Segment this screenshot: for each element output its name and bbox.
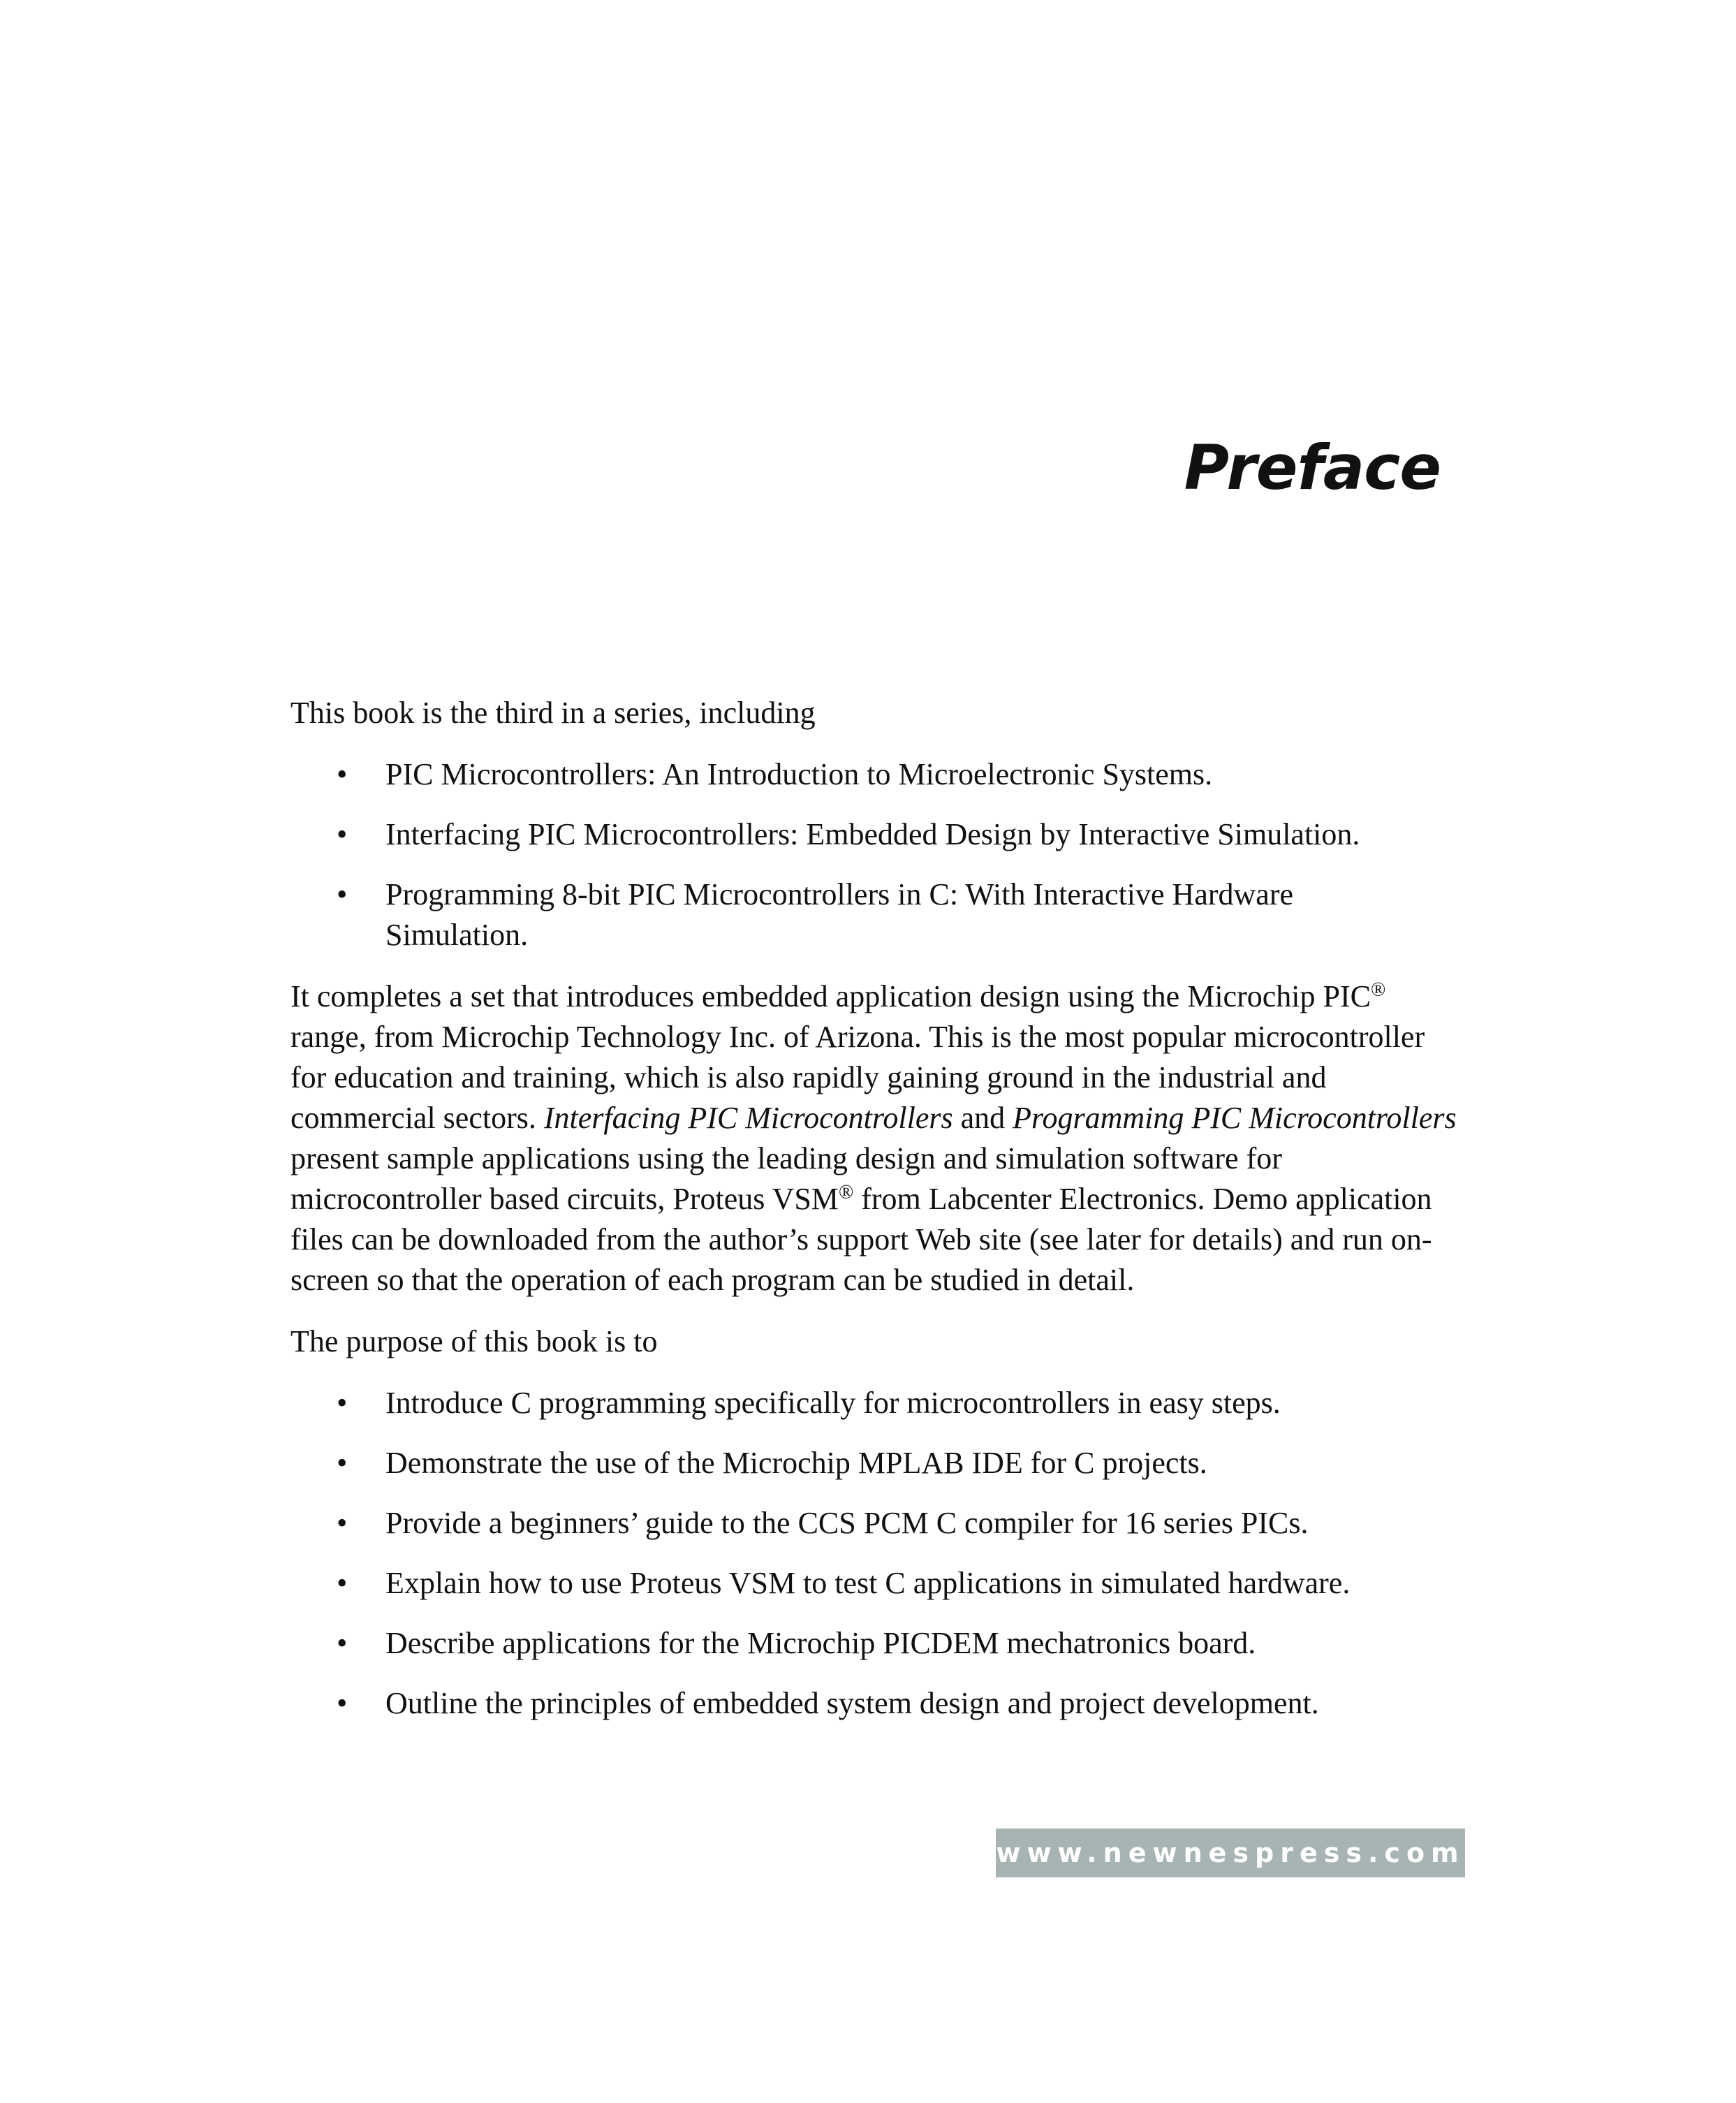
bullet-icon: • <box>337 1626 348 1660</box>
series-book-list <box>290 754 1464 955</box>
bullet-icon: • <box>337 877 348 911</box>
chapter-title: Preface <box>1184 432 1441 504</box>
list-item <box>290 1503 1464 1544</box>
registered-mark: ® <box>838 1181 854 1203</box>
book-title-italic: Interfacing PIC Microcontrollers <box>543 1101 953 1135</box>
list-item <box>290 1623 1464 1664</box>
description-paragraph <box>290 976 1464 1300</box>
registered-mark: ® <box>1370 979 1386 1001</box>
list-item <box>290 1383 1464 1423</box>
paragraph-text: It completes a set that introduces embedded application design using the Microchip PIC <box>290 979 1371 1013</box>
book-title-italic: Programming PIC Microcontrollers <box>1013 1101 1457 1135</box>
list-item-text: Describe applications for the Microchip PICDEM mechatronics board. <box>385 1626 1256 1660</box>
publisher-url: www.newnespress.com <box>996 1838 1465 1868</box>
bullet-icon: • <box>337 757 348 791</box>
bullet-icon: • <box>337 1386 348 1420</box>
list-item <box>290 1683 1464 1724</box>
list-item <box>290 1443 1464 1483</box>
bullet-icon: • <box>337 1566 348 1600</box>
paragraph-text: present sample applications using the leading design and simulation software for microcontroller based circuits, Proteus VSM <box>290 1141 1282 1216</box>
purpose-list <box>290 1383 1464 1724</box>
bullet-icon: • <box>337 817 348 851</box>
paragraph-text: range, from Microchip Technology Inc. of Arizona. This is the most popular microcontroller for education and training, which is also rapidly gaining ground in the industrial and commercial sectors. <box>290 1020 1425 1135</box>
list-item-text: Demonstrate the use of the Microchip MPLAB IDE for C projects. <box>385 1446 1207 1480</box>
publisher-url-footer <box>996 1829 1465 1877</box>
list-item-text: Provide a beginners’ guide to the CCS PCM C compiler for 16 series PICs. <box>385 1506 1309 1540</box>
bullet-icon: • <box>337 1686 348 1720</box>
intro-paragraph: This book is the third in a series, including <box>290 696 816 730</box>
bullet-icon: • <box>337 1506 348 1540</box>
list-item <box>290 814 1464 855</box>
list-item-text: PIC Microcontrollers: An Introduction to Microelectronic Systems. <box>385 757 1213 791</box>
purpose-intro: The purpose of this book is to <box>290 1324 658 1358</box>
paragraph-text: and <box>952 1101 1013 1135</box>
list-item-text: Interfacing PIC Microcontrollers: Embedded Design by Interactive Simulation. <box>385 817 1360 851</box>
paragraph-text: from Labcenter Electronics. Demo application files can be downloaded from the author’s support Web site (see later for details) and run on-screen so that the operation of each program can be studied in detail. <box>290 1182 1432 1297</box>
list-item-text: Introduce C programming specifically for microcontrollers in easy steps. <box>385 1386 1281 1420</box>
preface-body <box>290 693 1464 1745</box>
list-item-text: Outline the principles of embedded system design and project development. <box>385 1686 1319 1720</box>
list-item-text: Explain how to use Proteus VSM to test C applications in simulated hardware. <box>385 1566 1351 1600</box>
list-item-text: Programming 8-bit PIC Microcontrollers in C: With Interactive Hardware Simulation. <box>385 877 1293 952</box>
list-item <box>290 1563 1464 1604</box>
list-item <box>290 754 1464 795</box>
bullet-icon: • <box>337 1446 348 1480</box>
list-item <box>290 874 1464 955</box>
